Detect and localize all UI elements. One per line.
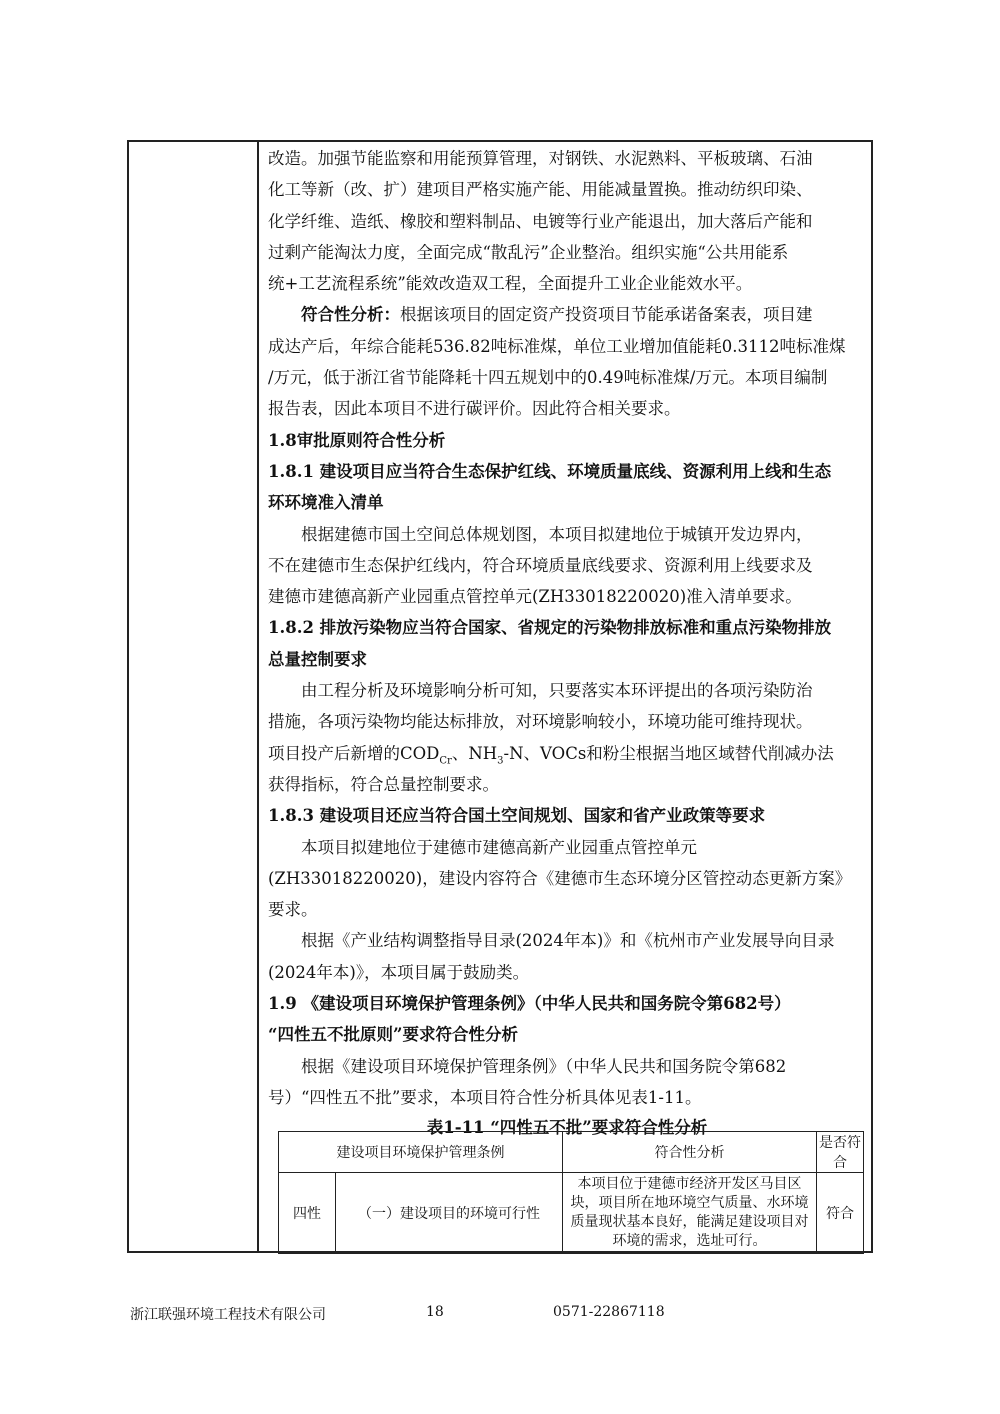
body-line	[268, 1051, 866, 1082]
line-text: 1.8.1 建设项目应当符合生态保护红线、环境质量底线、资源利用上线和生态	[268, 461, 832, 481]
line-text: 由工程分析及环境影响分析可知，只要落实本环评提出的各项污染防治	[301, 681, 813, 701]
line-text: 总量控制要求	[268, 649, 367, 669]
line-text: 报告表，因此本项目不进行碳评价。因此符合相关要求。	[268, 399, 681, 419]
conformity-table	[278, 1131, 864, 1254]
line-text: 要求。	[268, 900, 318, 920]
line-text: 1.8.3 建设项目还应当符合国土空间规划、国家和省产业政策等要求	[268, 806, 766, 826]
body-line	[268, 174, 866, 205]
line-text: 改造。加强节能监察和用能预算管理，对钢铁、水泥熟料、平板玻璃、石油	[268, 149, 813, 168]
table-header-analysis: 符合性分析	[563, 1132, 817, 1173]
section-heading	[268, 425, 866, 456]
body-line	[268, 268, 866, 299]
table-cell-analysis: 本项目位于建德市经济开发区马目区块，项目所在地环境空气质量、水环境质量现状基本良好，能满足建设项目对环境的需求，选址可行。	[563, 1173, 817, 1254]
table-cell-category: 四性	[279, 1173, 336, 1254]
body-line	[268, 957, 866, 988]
body-line	[268, 519, 866, 550]
chem-text-part: Cr	[439, 754, 452, 766]
body-line	[268, 299, 866, 330]
line-text: (2024年本)》，本项目属于鼓励类。	[268, 962, 530, 982]
body-line	[268, 706, 866, 737]
line-text: 建德市建德高新产业园重点管控单元(ZH33018220020)准入清单要求。	[268, 587, 802, 607]
body-line	[268, 675, 866, 706]
line-text: 1.8.2 排放污染物应当符合国家、省规定的污染物排放标准和重点污染物排放	[268, 618, 832, 638]
line-text: 获得指标，符合总量控制要求。	[268, 774, 499, 794]
body-line	[268, 581, 866, 612]
analysis-label: 符合性分析：	[301, 305, 400, 325]
line-text: 根据《产业结构调整指导目录(2024年本)》和《杭州市产业发展导向目录	[301, 931, 835, 951]
body-line	[268, 206, 866, 237]
line-text: 化工等新（改、扩）建项目严格实施产能、用能减量置换。推动纺织印染、	[268, 180, 813, 200]
footer-page-number: 18	[426, 1304, 444, 1320]
body-line	[268, 550, 866, 581]
line-text: (ZH33018220020)，建设内容符合《建德市生态环境分区管控动态更新方案》	[268, 868, 852, 888]
body-line	[268, 393, 866, 424]
section-heading	[268, 456, 866, 487]
chem-text-part: -N、VOCs和粉尘根据当地区域替代削减办法	[503, 743, 834, 763]
body-line	[268, 143, 866, 174]
column-divider	[257, 140, 259, 1253]
body-line	[268, 894, 866, 925]
body-line	[268, 738, 866, 769]
line-text: 1.8审批原则符合性分析	[268, 430, 446, 450]
section-heading	[268, 644, 866, 675]
line-text: 过剩产能淘汰力度，全面完成“散乱污”企业整治。组织实施“公共用能系	[268, 242, 789, 262]
line-text: /万元，低于浙江省节能降耗十四五规划中的0.49吨标准煤/万元。本项目编制	[268, 368, 828, 388]
body-line	[268, 925, 866, 956]
line-text: 不在建德市生态保护红线内，符合环境质量底线要求、资源利用上线要求及	[268, 555, 813, 575]
line-text: 本项目拟建地位于建德市建德高新产业园重点管控单元	[301, 837, 697, 857]
line-text: 环环境准入清单	[268, 493, 384, 513]
chem-text-part: 3	[497, 754, 504, 766]
body-line	[268, 832, 866, 863]
body-line	[268, 331, 866, 362]
section-heading	[268, 487, 866, 518]
chem-text-part: 项目投产后新增的COD	[268, 743, 440, 763]
body-line	[268, 769, 866, 800]
chem-text-part: 、NH	[451, 743, 498, 763]
body-line	[268, 1082, 866, 1113]
table-header-result: 是否符合	[817, 1132, 864, 1173]
line-text: 成达产后，年综合能耗536.82吨标准煤，单位工业增加值能耗0.3112吨标准煤	[268, 336, 846, 356]
body-line	[268, 863, 866, 894]
body-line	[268, 362, 866, 393]
footer-phone: 0571-22867118	[553, 1304, 665, 1320]
line-text: 1.9 《建设项目环境保护管理条例》（中华人民共和国务院令第682号）	[268, 994, 791, 1014]
line-text: 根据《建设项目环境保护管理条例》（中华人民共和国务院令第682	[301, 1056, 787, 1076]
line-text: 统+工艺流程系统”能效改造双工程，全面提升工业企业能效水平。	[268, 274, 753, 294]
body-line	[268, 237, 866, 268]
line-text: 号）“四性五不批”要求，本项目符合性分析具体见表1-11。	[268, 1087, 702, 1107]
line-text: “四性五不批原则”要求符合性分析	[268, 1025, 518, 1045]
line-text: 化学纤维、造纸、橡胶和塑料制品、电镀等行业产能退出，加大落后产能和	[268, 211, 813, 231]
section-heading	[268, 988, 866, 1019]
table-header-regulation: 建设项目环境保护管理条例	[279, 1132, 563, 1173]
line-text: 措施，各项污染物均能达标排放，对环境影响较小，环境功能可维持现状。	[268, 712, 813, 732]
table-caption: 表1-11 “四性五不批”要求符合性分析	[426, 1118, 708, 1138]
section-heading	[268, 800, 866, 831]
footer-company: 浙江联强环境工程技术有限公司	[130, 1307, 326, 1323]
section-heading	[268, 612, 866, 643]
table-cell-result: 符合	[817, 1173, 864, 1254]
line-text: 根据该项目的固定资产投资项目节能承诺备案表，项目建	[400, 305, 813, 325]
table-cell-item: （一）建设项目的环境可行性	[336, 1173, 563, 1254]
line-text: 根据建德市国土空间总体规划图，本项目拟建地位于城镇开发边界内，	[301, 524, 813, 544]
body-content	[268, 143, 866, 1141]
section-heading	[268, 1019, 866, 1050]
